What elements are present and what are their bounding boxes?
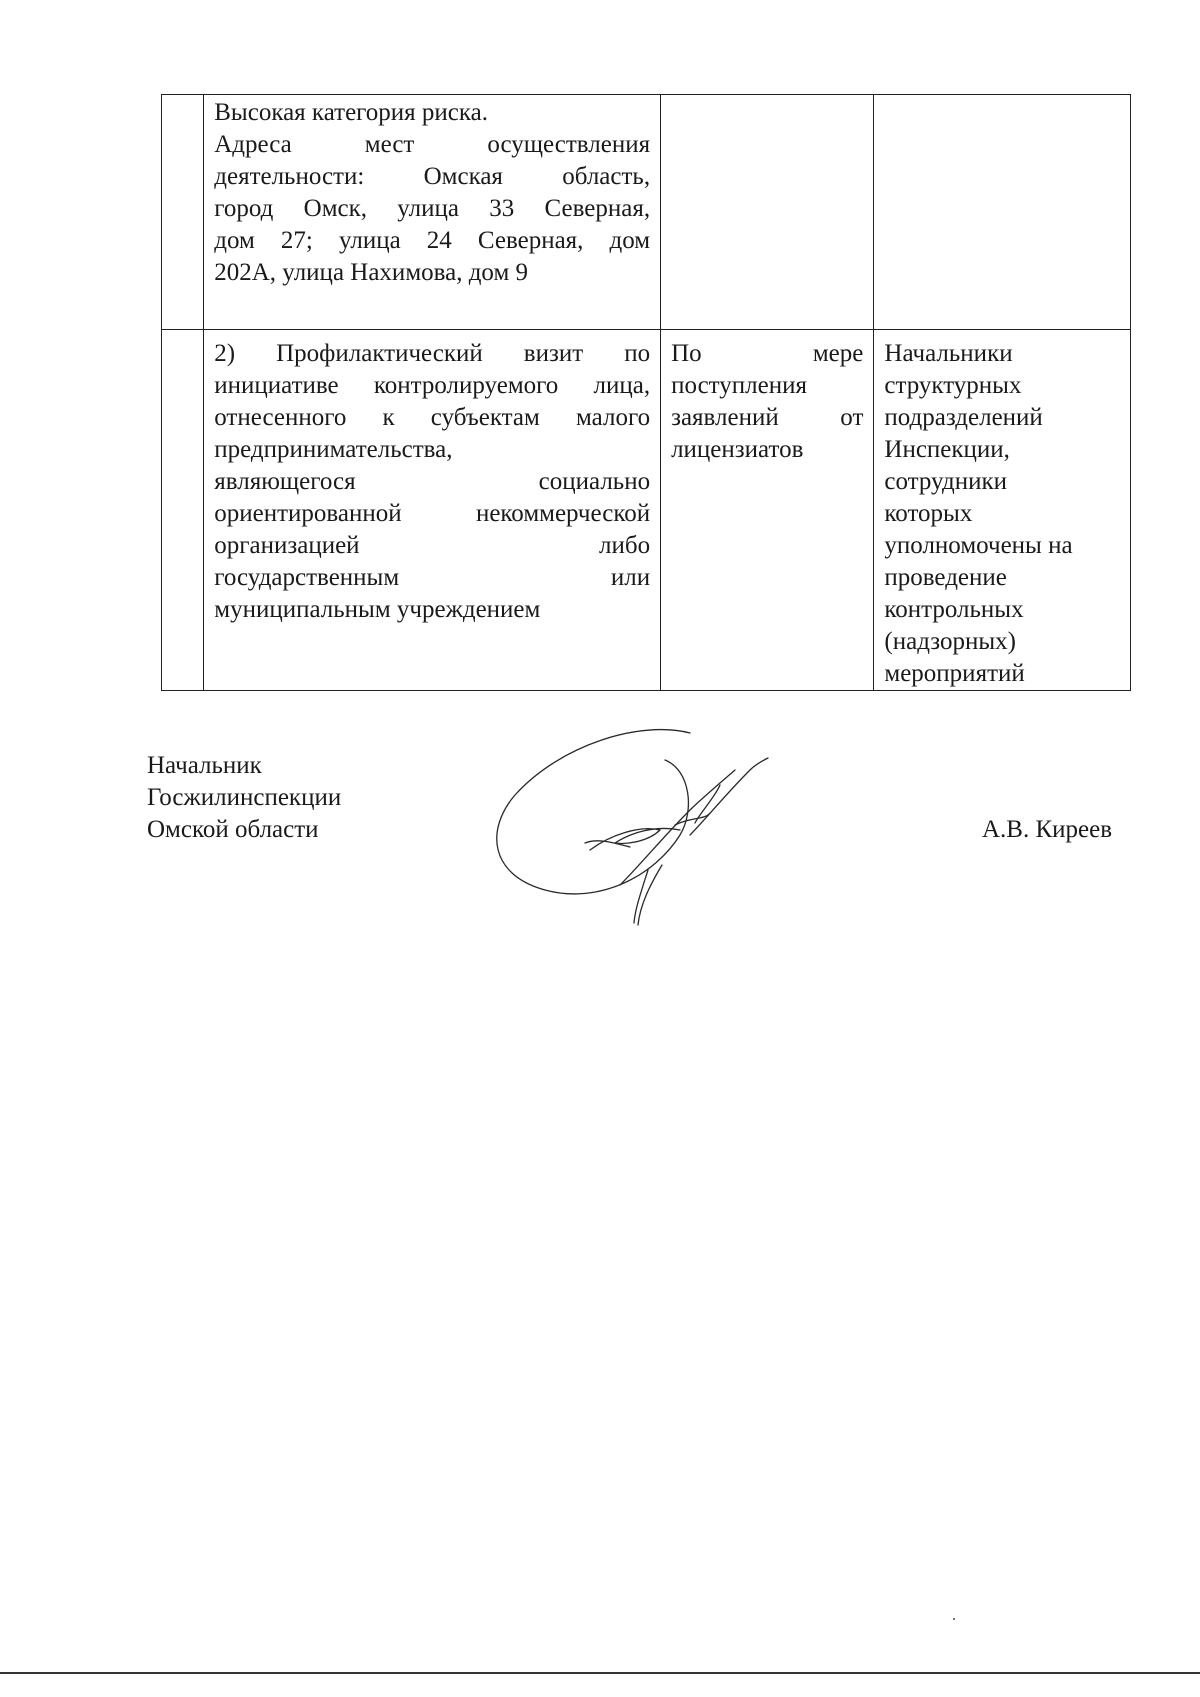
- desc-line: 202А, улица Нахимова, дом 9: [214, 259, 529, 286]
- responsible-line: которых: [884, 500, 973, 527]
- table-row: [162, 95, 1131, 330]
- desc-line: инициативе контролируемого лица,: [214, 372, 651, 399]
- term-cell: [661, 95, 874, 330]
- desc-line: город Омск, улица 33 Северная,: [214, 195, 651, 222]
- description-cell: [204, 95, 661, 330]
- responsible-line: Инспекции,: [884, 436, 1010, 463]
- plan-table: [161, 94, 1131, 691]
- desc-line: предпринимательства,: [214, 436, 453, 463]
- desc-line: дом 27; улица 24 Северная, дом: [214, 227, 651, 254]
- desc-line: организацией либо: [214, 532, 651, 559]
- responsible-line: структурных: [884, 372, 1022, 399]
- responsible-line: контрольных: [884, 596, 1024, 623]
- position-line: Начальник: [147, 752, 262, 779]
- scan-speck: [953, 1618, 955, 1620]
- desc-line: государственным или: [214, 564, 651, 591]
- desc-line: муниципальным учреждением: [214, 596, 541, 623]
- responsible-cell: [874, 330, 1131, 691]
- signer-name: А.В. Киреев: [981, 816, 1112, 843]
- desc-line: отнесенного к субъектам малого: [214, 404, 651, 431]
- responsible-line: проведение: [884, 564, 1007, 591]
- responsible-cell: [874, 95, 1131, 330]
- desc-line: являющегося социально: [214, 468, 651, 495]
- term-line: поступления: [671, 372, 807, 399]
- position-line: Омской области: [147, 816, 319, 843]
- page-bottom-edge: [0, 1672, 1200, 1674]
- desc-line: Адреса мест осуществления: [214, 131, 651, 158]
- desc-line: 2) Профилактический визит по: [214, 340, 651, 367]
- row-number-cell: [162, 330, 204, 691]
- row-number-cell: [162, 95, 204, 330]
- position-line: Госжилинспекции: [147, 784, 342, 811]
- responsible-line: сотрудники: [884, 468, 1007, 495]
- term-line: лицензиатов: [671, 436, 804, 463]
- description-cell: [204, 330, 661, 691]
- handwritten-signature: [490, 725, 800, 930]
- term-cell: [661, 330, 874, 691]
- desc-line: Высокая категория риска.: [214, 99, 489, 126]
- desc-line: ориентированной некоммерческой: [214, 500, 651, 527]
- responsible-line: уполномочены на: [884, 532, 1073, 559]
- responsible-line: подразделений: [884, 404, 1043, 431]
- term-line: По мере: [671, 340, 864, 367]
- term-line: заявлений от: [671, 404, 864, 431]
- responsible-line: мероприятий: [884, 660, 1025, 687]
- signer-position: [147, 750, 341, 846]
- responsible-line: (надзорных): [884, 628, 1016, 655]
- desc-line: деятельности: Омская область,: [214, 163, 651, 190]
- table-row: [162, 330, 1131, 691]
- responsible-line: Начальники: [884, 340, 1013, 367]
